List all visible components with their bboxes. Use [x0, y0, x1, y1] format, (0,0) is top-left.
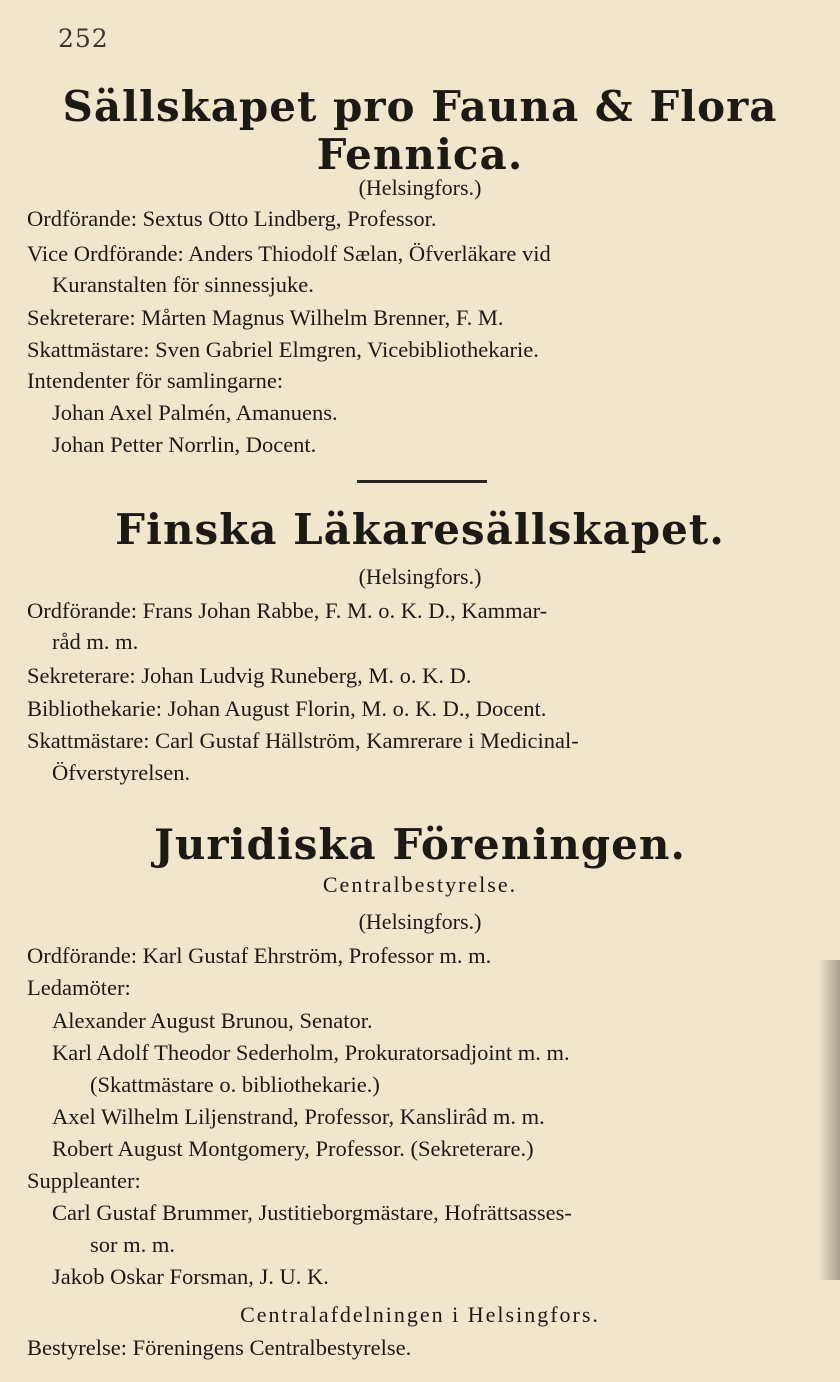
text-line: Sekreterare: Johan Ludvig Runeberg, M. o. K. D.	[27, 663, 472, 688]
text-line: Alexander August Brunou, Senator.	[52, 1008, 373, 1033]
text-line: Robert August Montgomery, Professor. (Sekreterare.)	[52, 1136, 534, 1161]
text-line: Axel Wilhelm Liljenstrand, Professor, Kanslirâd m. m.	[52, 1104, 545, 1129]
text-line: Öfverstyrelsen.	[52, 760, 191, 785]
text-line: Skattmästare: Carl Gustaf Hällström, Kamrerare i Medicinal-	[27, 728, 579, 753]
text-line: Intendenter för samlingarne:	[27, 368, 284, 393]
page-number: 252	[58, 24, 109, 53]
text-line: Sekreterare: Mårten Magnus Wilhelm Brenner, F. M.	[27, 305, 504, 330]
text-line: Johan Axel Palmén, Amanuens.	[52, 400, 338, 425]
text-line: Kuranstalten för sinnessjuke.	[52, 272, 314, 297]
text-line: sor m. m.	[90, 1232, 176, 1257]
section-city: (Helsingfors.)	[358, 909, 482, 934]
text-line: Bibliothekarie: Johan August Florin, M. o. K. D., Docent.	[27, 696, 547, 721]
text-line: Bestyrelse: Föreningens Centralbestyrelse.	[27, 1335, 412, 1360]
text-line: råd m. m.	[52, 629, 139, 654]
text-line: Jakob Oskar Forsman, J. U. K.	[52, 1264, 329, 1289]
text-line: Suppleanter:	[27, 1168, 141, 1193]
section-city: (Helsingfors.)	[358, 564, 482, 589]
section-city: (Helsingfors.)	[358, 175, 482, 200]
section-subtitle: Centralbestyrelse.	[322, 872, 518, 897]
section-title-fauna-flora-line2: Fennica.	[316, 130, 524, 179]
page-edge-shadow	[818, 960, 840, 1280]
text-line: Ordförande: Karl Gustaf Ehrström, Professor m. m.	[27, 943, 492, 968]
text-line: Vice Ordförande: Anders Thiodolf Sælan, Öfverläkare vid	[27, 241, 551, 266]
text-line: Skattmästare: Sven Gabriel Elmgren, Vicebibliothekarie.	[27, 337, 539, 362]
text-line: Johan Petter Norrlin, Docent.	[52, 432, 317, 457]
text-line: Ordförande: Frans Johan Rabbe, F. M. o. K. D., Kammar-	[27, 598, 548, 623]
section-title-fauna-flora-line1: Sällskapet pro Fauna & Flora	[62, 82, 778, 131]
section-title-lakaresallskapet: Finska Läkaresällskapet.	[115, 505, 725, 554]
text-line: Carl Gustaf Brummer, Justitieborgmästare, Hofrättsasses-	[52, 1200, 572, 1225]
text-line: Ordförande: Sextus Otto Lindberg, Professor.	[27, 206, 437, 231]
section-title-juridiska-foreningen: Juridiska Föreningen.	[153, 820, 687, 869]
text-line: Karl Adolf Theodor Sederholm, Prokuratorsadjoint m. m.	[52, 1040, 570, 1065]
text-line: (Skattmästare o. bibliothekarie.)	[90, 1072, 380, 1097]
subsection-heading: Centralafdelningen i Helsingfors.	[240, 1302, 600, 1327]
text-line: Ledamöter:	[27, 975, 131, 1000]
section-divider	[357, 480, 487, 483]
